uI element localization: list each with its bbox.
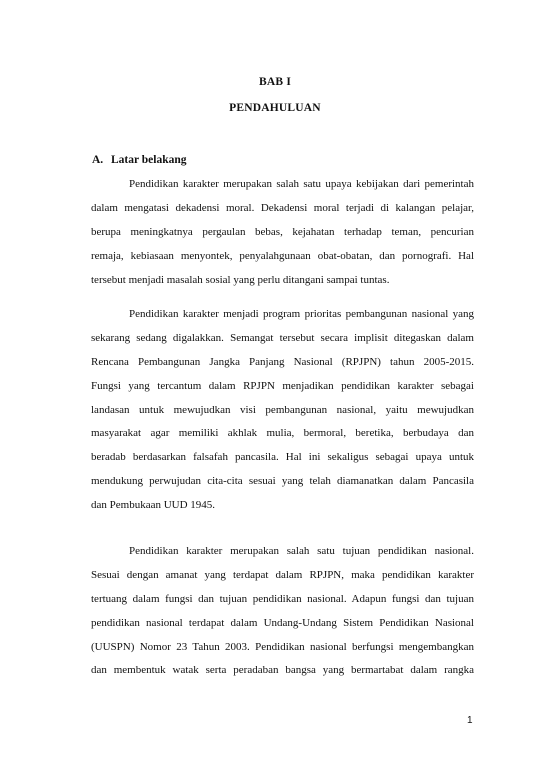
chapter-title: PENDAHULUAN — [229, 102, 321, 114]
text-line: Rencana Pembangunan Jangka Panjang Nasional (RPJPN) tahun 2005-2015. — [91, 355, 474, 368]
text-line: mendukung perwujudan cita-cita sesuai yang telah diamanatkan dalam Pancasila — [91, 475, 474, 488]
text-line: masyarakat agar memiliki akhlak mulia, bermoral, beretika, berbudaya dan — [91, 427, 474, 440]
text-line: beradab berdasarkan falsafah pancasila. Hal ini sekaligus sebagai upaya untuk — [91, 451, 474, 464]
paragraph — [91, 173, 474, 292]
text-line: Pendidikan karakter merupakan salah satu tujuan pendidikan nasional. — [129, 545, 474, 557]
section-heading — [92, 154, 187, 166]
section-label: A. — [92, 154, 104, 166]
chapter-number: BAB I — [259, 76, 291, 88]
text-line: dalam mengatasi dekadensi moral. Dekadensi moral terjadi di kalangan pelajar, — [91, 201, 474, 214]
text-line: berupa meningkatnya pergaulan bebas, kejahatan terhadap teman, pencurian — [91, 225, 474, 238]
text-line: sekarang sedang digalakkan. Semangat tersebut secara implisit ditegaskan dalam — [91, 331, 474, 344]
paragraph — [91, 540, 474, 683]
text-line: (UUSPN) Nomor 23 Tahun 2003. Pendidikan nasional berfungsi mengembangkan — [91, 640, 474, 653]
paragraph — [91, 303, 474, 518]
text-line: Sesuai dengan amanat yang terdapat dalam RPJPN, maka pendidikan karakter — [91, 568, 474, 581]
text-line: Pendidikan karakter menjadi program prioritas pembangunan nasional yang — [129, 308, 474, 320]
text-line: dan membentuk watak serta peradaban bangsa yang bermartabat dalam rangka — [91, 664, 474, 677]
text-line: Pendidikan karakter merupakan salah satu upaya kebijakan dari pemerintah — [129, 178, 474, 190]
section-title: Latar belakang — [111, 154, 187, 166]
text-line: landasan untuk mewujudkan visi pembangunan nasional, yaitu mewujudkan — [91, 403, 474, 416]
text-line: tertuang dalam fungsi dan tujuan pendidikan nasional. Adapun fungsi dan tujuan — [91, 592, 474, 605]
text-line: tersebut menjadi masalah sosial yang perlu ditangani sampai tuntas. — [91, 273, 390, 286]
page-number: 1 — [467, 715, 473, 726]
text-line: dan Pembukaan UUD 1945. — [91, 499, 216, 512]
text-line: Fungsi yang tercantum dalam RPJPN menjadikan pendidikan karakter sebagai — [91, 379, 474, 392]
text-line: remaja, kebiasaan menyontek, penyalahgunaan obat-obatan, dan pornografi. Hal — [91, 249, 474, 262]
text-line: pendidikan nasional terdapat dalam Undang-Undang Sistem Pendidikan Nasional — [91, 616, 474, 629]
